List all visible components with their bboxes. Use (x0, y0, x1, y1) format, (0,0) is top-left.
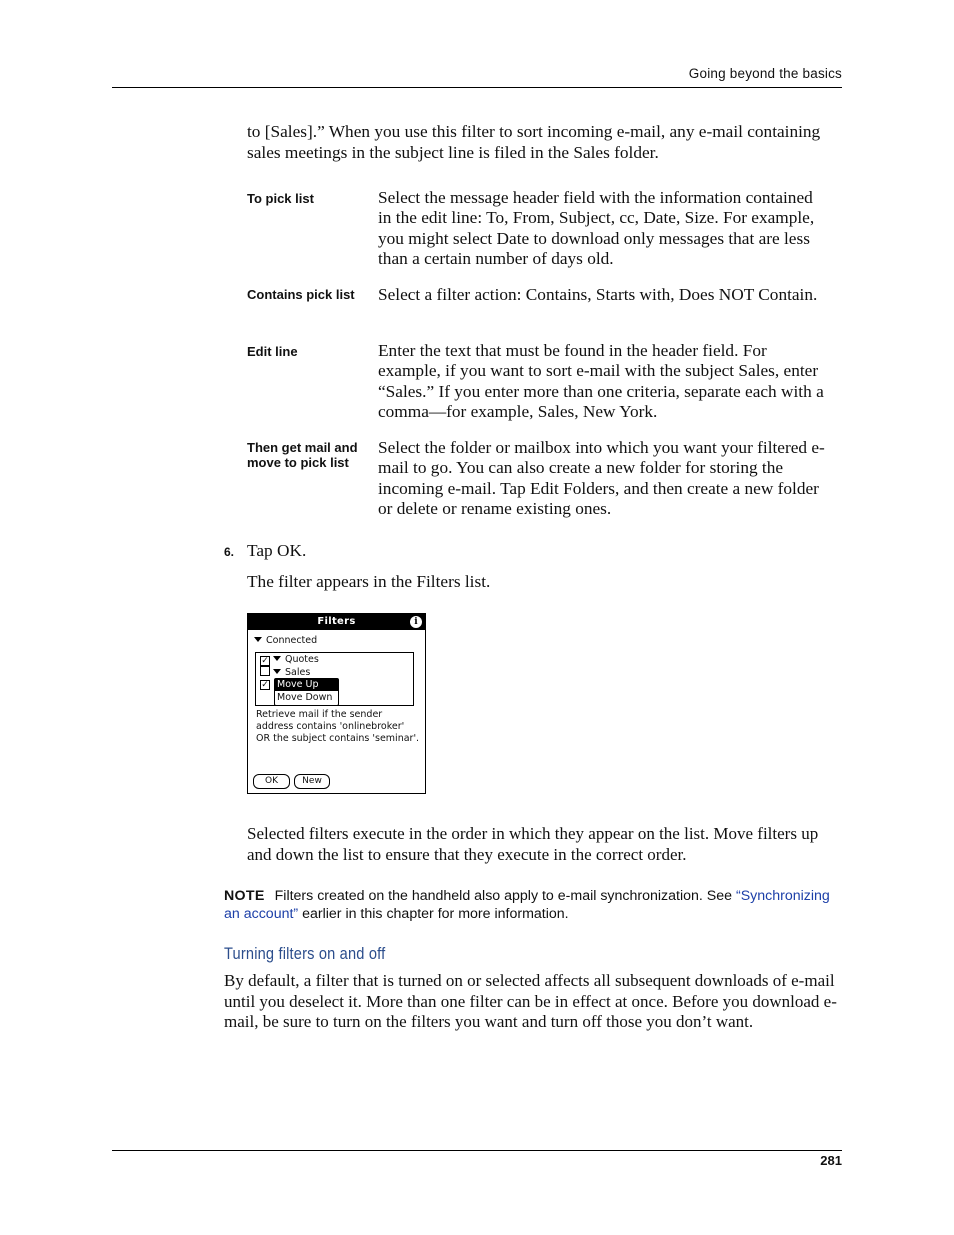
desc-then-get-mail: Select the folder or mailbox into which you want your filtered e-mail to go. You can also create a new folder for storing the incoming e-mail. Tap Edit Folders, and then create a new folder or delete or rename existing ones. (378, 438, 825, 518)
page-number: 281 (820, 1153, 842, 1168)
checkbox-unchecked-icon[interactable] (260, 666, 270, 676)
filter-description: Retrieve mail if the sender address contains 'onlinebroker' OR the subject contains 'seminar'. (256, 709, 420, 745)
note-text-before: Filters created on the handheld also apply to e-mail synchronization. See (274, 888, 736, 904)
filters-screenshot (247, 613, 426, 794)
dropdown-triangle-icon (273, 669, 281, 674)
running-header: Going beyond the basics (688, 66, 842, 81)
filters-title-bar (248, 614, 425, 630)
filter-row-quotes[interactable] (260, 654, 319, 666)
synchronizing-account-link[interactable]: “Synchronizing an account” (224, 888, 830, 922)
note-block (224, 887, 844, 923)
category-picker[interactable] (254, 635, 317, 646)
term-edit-line: Edit line (247, 344, 298, 359)
step-number: 6. (224, 545, 235, 559)
section-heading: Turning filters on and off (224, 944, 386, 963)
desc-edit-line: Enter the text that must be found in the header field. For example, if you want to sort e-mail with the subject Sales, enter “Sales.” If you enter more than one criteria, separate each with a comma—for example, Sales, New York. (378, 341, 824, 421)
new-button[interactable]: New (294, 774, 330, 789)
step-result: The filter appears in the Filters list. (247, 572, 491, 591)
category-label: Connected (266, 635, 318, 646)
dropdown-triangle-icon (273, 656, 281, 661)
term-to-pick-list: To pick list (247, 191, 314, 206)
ok-button[interactable]: OK (253, 774, 290, 789)
section-body: By default, a filter that is turned on or selected affects all subsequent downloads of e-mail until you deselect it. More than one filter can be in effect at once. Before you download e-mail, be sure to turn on the filters you want and turn off those you don’t want. (224, 971, 837, 1031)
filter-row-sales[interactable] (260, 666, 310, 678)
step-text: Tap OK. (247, 541, 307, 560)
checkbox-checked-icon[interactable]: ✓ (261, 680, 269, 690)
filter-row-third[interactable] (260, 678, 273, 690)
filter-label: Sales (285, 667, 311, 678)
context-menu (274, 678, 339, 706)
desc-contains-pick-list: Select a filter action: Contains, Starts with, Does NOT Contain. (378, 285, 818, 304)
filters-title: Filters (317, 616, 356, 627)
header-rule (112, 87, 842, 88)
checkbox-checked-icon[interactable]: ✓ (261, 656, 269, 666)
menu-item-move-up[interactable]: Move Up (275, 679, 338, 691)
note-label: NOTE (224, 888, 265, 904)
intro-paragraph: to [Sales].” When you use this filter to sort incoming e-mail, any e-mail containing sales meetings in the subject line is filed in the Sales folder. (247, 122, 821, 162)
desc-to-pick-list: Select the message header field with the information contained in the edit line: To, From, Subject, cc, Date, Size. For example, you might select Date to download only messages that are less than a certain number of days old. (378, 188, 815, 268)
filter-label: Quotes (285, 654, 319, 665)
term-contains-pick-list: Contains pick list (247, 287, 355, 302)
after-screen-paragraph: Selected filters execute in the order in which they appear on the list. Move filters up and down the list to ensure that they execute in the correct order. (247, 824, 819, 864)
dropdown-triangle-icon (254, 637, 262, 642)
note-text-after: earlier in this chapter for more information. (298, 906, 569, 922)
footer-rule (112, 1150, 842, 1151)
info-icon[interactable]: i (410, 616, 422, 628)
term-then-get-mail: Then get mail and move to pick list (247, 440, 358, 470)
menu-item-move-down[interactable]: Move Down (277, 692, 333, 703)
